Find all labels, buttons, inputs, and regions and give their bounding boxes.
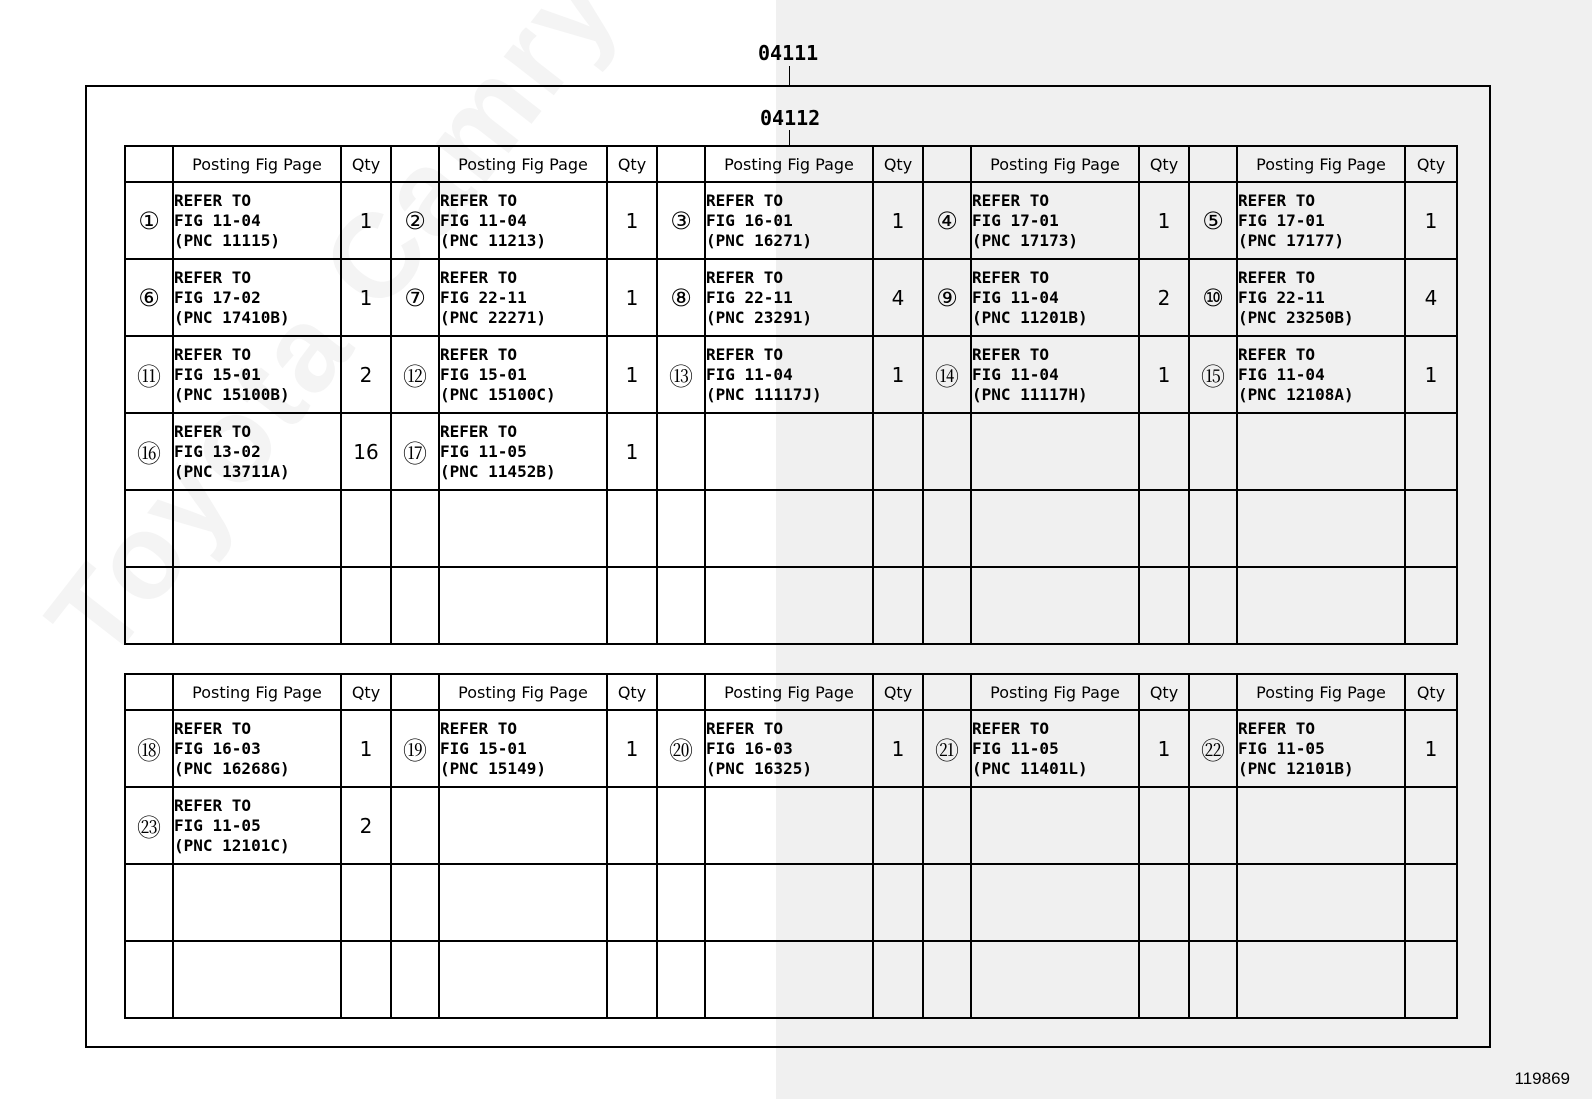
item-number: ⑲ [391, 710, 439, 787]
reference-line: REFER TO [174, 421, 252, 441]
header-posting-fig-page: Posting Fig Page [173, 146, 341, 182]
reference-line: REFER TO [972, 267, 1050, 287]
quantity: 1 [341, 710, 391, 787]
quantity [341, 490, 391, 567]
item-number [391, 490, 439, 567]
quantity: 1 [873, 182, 923, 259]
quantity [873, 787, 923, 864]
posting-reference [1237, 787, 1405, 864]
item-number [657, 941, 705, 1018]
header-qty: Qty [873, 146, 923, 182]
reference-line: (PNC 13711A) [174, 461, 290, 481]
header-qty: Qty [1139, 146, 1189, 182]
item-number [923, 413, 971, 490]
item-number: ⑤ [1189, 182, 1237, 259]
quantity: 16 [341, 413, 391, 490]
item-number: ② [391, 182, 439, 259]
item-number [923, 490, 971, 567]
table-row [125, 336, 1457, 413]
reference-line: REFER TO [972, 344, 1050, 364]
item-number [125, 490, 173, 567]
item-number: ④ [923, 182, 971, 259]
posting-reference [439, 567, 607, 644]
quantity: 4 [873, 259, 923, 336]
reference-line: FIG 15-01 [174, 364, 261, 384]
reference-line: (PNC 11401L) [972, 758, 1088, 778]
quantity [873, 864, 923, 941]
reference-line: REFER TO [706, 344, 784, 364]
reference-line: FIG 11-04 [972, 364, 1059, 384]
item-number [657, 413, 705, 490]
item-number [1189, 413, 1237, 490]
reference-line: FIG 22-11 [706, 287, 793, 307]
reference-line: REFER TO [706, 718, 784, 738]
reference-line: REFER TO [440, 344, 518, 364]
posting-reference [971, 787, 1139, 864]
posting-reference [705, 941, 873, 1018]
header-num-cell [1189, 146, 1237, 182]
quantity: 4 [1405, 259, 1457, 336]
reference-line: FIG 11-04 [174, 210, 261, 230]
quantity [1405, 490, 1457, 567]
reference-line: (PNC 11117H) [972, 384, 1088, 404]
reference-line: REFER TO [1238, 267, 1316, 287]
reference-line: REFER TO [174, 718, 252, 738]
item-number [923, 941, 971, 1018]
posting-reference [1237, 413, 1405, 490]
posting-reference [173, 259, 341, 336]
quantity: 1 [341, 182, 391, 259]
posting-reference [971, 941, 1139, 1018]
quantity [1139, 787, 1189, 864]
item-number [125, 941, 173, 1018]
posting-reference [439, 413, 607, 490]
reference-line: (PNC 15100C) [440, 384, 556, 404]
reference-line: (PNC 11117J) [706, 384, 822, 404]
item-number [657, 567, 705, 644]
reference-line: REFER TO [706, 190, 784, 210]
header-num-cell [391, 146, 439, 182]
reference-line: FIG 17-02 [174, 287, 261, 307]
table-row [125, 710, 1457, 787]
reference-line: FIG 15-01 [440, 364, 527, 384]
item-number: ⑮ [1189, 336, 1237, 413]
posting-reference [1237, 336, 1405, 413]
header-qty: Qty [1405, 674, 1457, 710]
reference-line: (PNC 16268G) [174, 758, 290, 778]
parts-table-2 [124, 673, 1458, 1019]
item-number [1189, 864, 1237, 941]
posting-reference [439, 787, 607, 864]
posting-reference [705, 413, 873, 490]
posting-reference [439, 941, 607, 1018]
quantity [607, 567, 657, 644]
posting-reference [971, 182, 1139, 259]
quantity: 1 [1139, 182, 1189, 259]
quantity [873, 941, 923, 1018]
quantity [607, 787, 657, 864]
item-number: ① [125, 182, 173, 259]
reference-line: FIG 11-04 [706, 364, 793, 384]
posting-reference [705, 259, 873, 336]
reference-line: FIG 11-05 [1238, 738, 1325, 758]
quantity [607, 864, 657, 941]
reference-line: (PNC 23291) [706, 307, 812, 327]
reference-line: FIG 11-04 [440, 210, 527, 230]
reference-line: REFER TO [1238, 718, 1316, 738]
header-posting-fig-page: Posting Fig Page [1237, 674, 1405, 710]
item-number [923, 864, 971, 941]
posting-reference [971, 490, 1139, 567]
reference-line: REFER TO [440, 421, 518, 441]
posting-reference [705, 490, 873, 567]
quantity [873, 413, 923, 490]
item-number: ⑭ [923, 336, 971, 413]
reference-line: FIG 13-02 [174, 441, 261, 461]
header-num-cell [657, 146, 705, 182]
quantity [1139, 413, 1189, 490]
quantity: 1 [873, 336, 923, 413]
posting-reference [173, 182, 341, 259]
quantity: 1 [607, 710, 657, 787]
posting-reference [1237, 941, 1405, 1018]
reference-line: REFER TO [440, 267, 518, 287]
item-number [923, 567, 971, 644]
item-number [391, 864, 439, 941]
quantity [341, 941, 391, 1018]
quantity: 1 [1139, 710, 1189, 787]
item-number: ⑱ [125, 710, 173, 787]
item-number: ⑧ [657, 259, 705, 336]
reference-line: REFER TO [174, 795, 252, 815]
quantity [1139, 941, 1189, 1018]
table-row [125, 941, 1457, 1018]
reference-line: (PNC 15100B) [174, 384, 290, 404]
posting-reference [173, 710, 341, 787]
leader-line-04112 [789, 130, 790, 145]
posting-reference [439, 182, 607, 259]
header-qty: Qty [607, 146, 657, 182]
header-posting-fig-page: Posting Fig Page [971, 146, 1139, 182]
reference-line: (PNC 17173) [972, 230, 1078, 250]
posting-reference [971, 710, 1139, 787]
reference-line: FIG 11-04 [972, 287, 1059, 307]
posting-reference [705, 864, 873, 941]
reference-line: FIG 16-03 [706, 738, 793, 758]
reference-line: REFER TO [440, 190, 518, 210]
item-number: ⑦ [391, 259, 439, 336]
header-posting-fig-page: Posting Fig Page [173, 674, 341, 710]
reference-line: FIG 17-01 [1238, 210, 1325, 230]
quantity [607, 941, 657, 1018]
reference-line: (PNC 16325) [706, 758, 812, 778]
posting-reference [1237, 259, 1405, 336]
item-number: ⑩ [1189, 259, 1237, 336]
table-header-row [125, 146, 1457, 182]
posting-reference [439, 490, 607, 567]
posting-reference [439, 864, 607, 941]
posting-reference [173, 490, 341, 567]
posting-reference [173, 864, 341, 941]
posting-reference [705, 336, 873, 413]
table-row [125, 490, 1457, 567]
posting-reference [173, 941, 341, 1018]
reference-line: (PNC 11213) [440, 230, 546, 250]
quantity [873, 490, 923, 567]
posting-reference [173, 413, 341, 490]
item-number [923, 787, 971, 864]
item-number: ③ [657, 182, 705, 259]
item-number: ⑥ [125, 259, 173, 336]
quantity [1405, 941, 1457, 1018]
assembly-label-04111: 04111 [758, 41, 819, 65]
table-header-row [125, 674, 1457, 710]
quantity [1405, 864, 1457, 941]
reference-line: REFER TO [1238, 344, 1316, 364]
posting-reference [971, 259, 1139, 336]
posting-reference [173, 567, 341, 644]
item-number: ㉓ [125, 787, 173, 864]
item-number [1189, 490, 1237, 567]
posting-reference [439, 336, 607, 413]
reference-line: REFER TO [1238, 190, 1316, 210]
item-number: ⑯ [125, 413, 173, 490]
quantity [341, 864, 391, 941]
quantity: 2 [341, 336, 391, 413]
posting-reference [1237, 864, 1405, 941]
header-num-cell [125, 146, 173, 182]
reference-line: (PNC 11201B) [972, 307, 1088, 327]
quantity: 1 [607, 182, 657, 259]
item-number [391, 941, 439, 1018]
table-row [125, 864, 1457, 941]
reference-line: FIG 11-05 [174, 815, 261, 835]
quantity: 1 [1139, 336, 1189, 413]
item-number: ⑳ [657, 710, 705, 787]
reference-line: FIG 16-03 [174, 738, 261, 758]
reference-line: (PNC 23250B) [1238, 307, 1354, 327]
item-number: ㉒ [1189, 710, 1237, 787]
item-number [125, 567, 173, 644]
quantity [1405, 567, 1457, 644]
posting-reference [705, 567, 873, 644]
header-num-cell [391, 674, 439, 710]
posting-reference [705, 710, 873, 787]
reference-line: FIG 11-05 [440, 441, 527, 461]
posting-reference [971, 864, 1139, 941]
reference-line: (PNC 12108A) [1238, 384, 1354, 404]
reference-line: FIG 15-01 [440, 738, 527, 758]
header-num-cell [125, 674, 173, 710]
quantity: 2 [341, 787, 391, 864]
reference-line: REFER TO [174, 344, 252, 364]
header-num-cell [923, 146, 971, 182]
header-posting-fig-page: Posting Fig Page [971, 674, 1139, 710]
table-row [125, 259, 1457, 336]
reference-line: (PNC 16271) [706, 230, 812, 250]
posting-reference [971, 567, 1139, 644]
quantity [1139, 490, 1189, 567]
reference-line: REFER TO [174, 190, 252, 210]
figure-id: 119869 [1514, 1069, 1570, 1088]
header-num-cell [1189, 674, 1237, 710]
quantity: 1 [607, 336, 657, 413]
item-number [1189, 567, 1237, 644]
item-number [391, 567, 439, 644]
header-qty: Qty [341, 674, 391, 710]
quantity [1405, 413, 1457, 490]
reference-line: (PNC 17177) [1238, 230, 1344, 250]
quantity: 1 [1405, 182, 1457, 259]
reference-line: REFER TO [174, 267, 252, 287]
table-row [125, 182, 1457, 259]
posting-reference [173, 787, 341, 864]
header-posting-fig-page: Posting Fig Page [705, 674, 873, 710]
item-number: ⑰ [391, 413, 439, 490]
reference-line: (PNC 15149) [440, 758, 546, 778]
reference-line: FIG 11-05 [972, 738, 1059, 758]
quantity [1139, 864, 1189, 941]
reference-line: FIG 17-01 [972, 210, 1059, 230]
header-posting-fig-page: Posting Fig Page [439, 146, 607, 182]
reference-line: REFER TO [972, 718, 1050, 738]
reference-line: FIG 11-04 [1238, 364, 1325, 384]
item-number [391, 787, 439, 864]
quantity [1139, 567, 1189, 644]
header-qty: Qty [607, 674, 657, 710]
posting-reference [1237, 182, 1405, 259]
posting-reference [971, 413, 1139, 490]
item-number [125, 864, 173, 941]
quantity: 1 [1405, 710, 1457, 787]
table-row [125, 787, 1457, 864]
item-number [657, 864, 705, 941]
quantity [873, 567, 923, 644]
item-number [1189, 941, 1237, 1018]
posting-reference [971, 336, 1139, 413]
item-number: ⑫ [391, 336, 439, 413]
parts-table-1 [124, 145, 1458, 645]
assembly-label-04112: 04112 [760, 106, 821, 130]
leader-line-04111 [789, 66, 790, 86]
reference-line: (PNC 11115) [174, 230, 280, 250]
table-row [125, 413, 1457, 490]
header-posting-fig-page: Posting Fig Page [705, 146, 873, 182]
item-number: ⑨ [923, 259, 971, 336]
posting-reference [173, 336, 341, 413]
quantity: 1 [607, 413, 657, 490]
quantity [341, 567, 391, 644]
item-number [1189, 787, 1237, 864]
header-num-cell [923, 674, 971, 710]
header-qty: Qty [1139, 674, 1189, 710]
posting-reference [1237, 710, 1405, 787]
reference-line: REFER TO [440, 718, 518, 738]
item-number: ⑪ [125, 336, 173, 413]
header-qty: Qty [341, 146, 391, 182]
reference-line: FIG 22-11 [440, 287, 527, 307]
reference-line: (PNC 12101C) [174, 835, 290, 855]
header-posting-fig-page: Posting Fig Page [439, 674, 607, 710]
reference-line: (PNC 22271) [440, 307, 546, 327]
quantity: 1 [873, 710, 923, 787]
item-number [657, 490, 705, 567]
posting-reference [439, 259, 607, 336]
reference-line: (PNC 11452B) [440, 461, 556, 481]
reference-line: FIG 22-11 [1238, 287, 1325, 307]
header-posting-fig-page: Posting Fig Page [1237, 146, 1405, 182]
quantity [1405, 787, 1457, 864]
header-num-cell [657, 674, 705, 710]
posting-reference [1237, 567, 1405, 644]
quantity: 1 [341, 259, 391, 336]
item-number: ㉑ [923, 710, 971, 787]
posting-reference [705, 182, 873, 259]
item-number [657, 787, 705, 864]
table-row [125, 567, 1457, 644]
reference-line: REFER TO [972, 190, 1050, 210]
posting-reference [439, 710, 607, 787]
item-number: ⑬ [657, 336, 705, 413]
reference-line: REFER TO [706, 267, 784, 287]
header-qty: Qty [873, 674, 923, 710]
reference-line: (PNC 17410B) [174, 307, 290, 327]
header-qty: Qty [1405, 146, 1457, 182]
reference-line: FIG 16-01 [706, 210, 793, 230]
posting-reference [1237, 490, 1405, 567]
reference-line: (PNC 12101B) [1238, 758, 1354, 778]
quantity: 1 [607, 259, 657, 336]
quantity: 2 [1139, 259, 1189, 336]
quantity: 1 [1405, 336, 1457, 413]
posting-reference [705, 787, 873, 864]
quantity [607, 490, 657, 567]
